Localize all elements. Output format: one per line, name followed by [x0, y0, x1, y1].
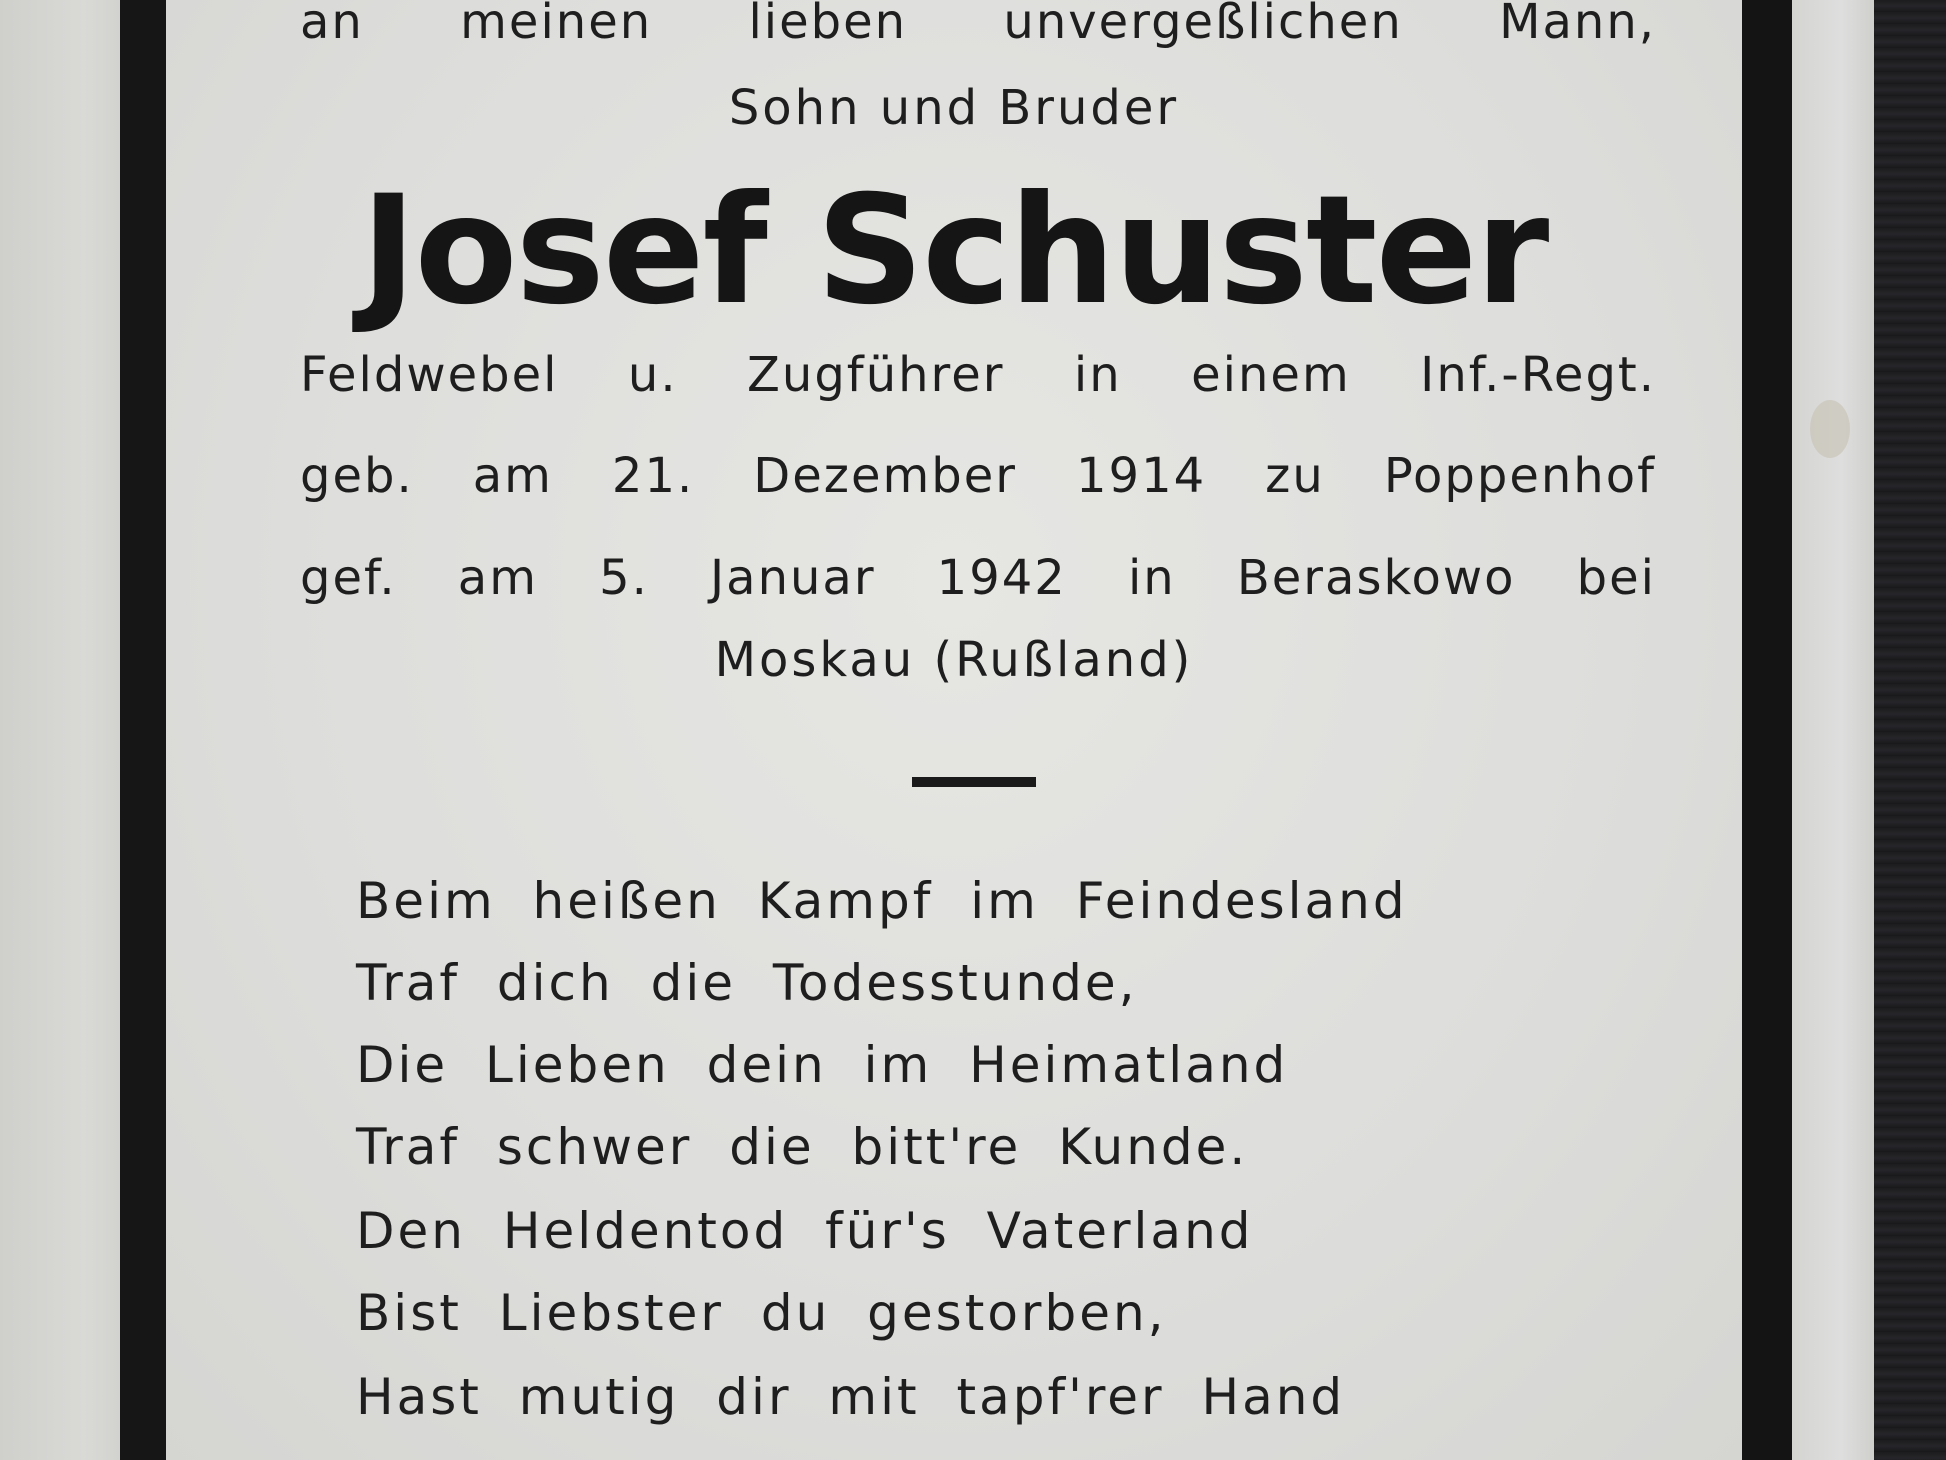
poem-line: Traf schwer die bitt're Kunde. — [356, 1118, 1249, 1176]
album-edge — [1874, 0, 1946, 1460]
paper-stain — [1810, 400, 1850, 458]
poem-line: Traf dich die Todesstunde, — [356, 954, 1138, 1012]
rank-line: Feldwebel u. Zugführer in einem Inf.-Regt. — [300, 347, 1656, 403]
mourning-border-right — [1742, 0, 1792, 1460]
poem-line: Bist Liebster du gestorben, — [356, 1284, 1167, 1342]
poem-line: Die Lieben dein im Heimatland — [356, 1036, 1289, 1094]
birth-line: geb. am 21. Dezember 1914 zu Poppenhof — [300, 448, 1656, 504]
poem-line: Hast mutig dir mit tapf'rer Hand — [356, 1368, 1346, 1426]
poem-line: Den Heldentod für's Vaterland — [356, 1202, 1254, 1260]
intro-line: an meinen lieben unvergeßlichen Mann, — [300, 0, 1656, 50]
paper-left-margin — [0, 0, 120, 1460]
death-place-line: Moskau (Rußland) — [714, 632, 1194, 688]
relation-line: Sohn und Bruder — [728, 80, 1180, 136]
mourning-border-left — [120, 0, 166, 1460]
divider-rule — [912, 777, 1036, 787]
death-line: gef. am 5. Januar 1942 in Beraskowo bei — [300, 550, 1656, 606]
poem-line: Beim heißen Kampf im Feindesland — [356, 872, 1408, 930]
deceased-name: Josef Schuster — [360, 164, 1548, 338]
paper-right-margin — [1792, 0, 1874, 1460]
